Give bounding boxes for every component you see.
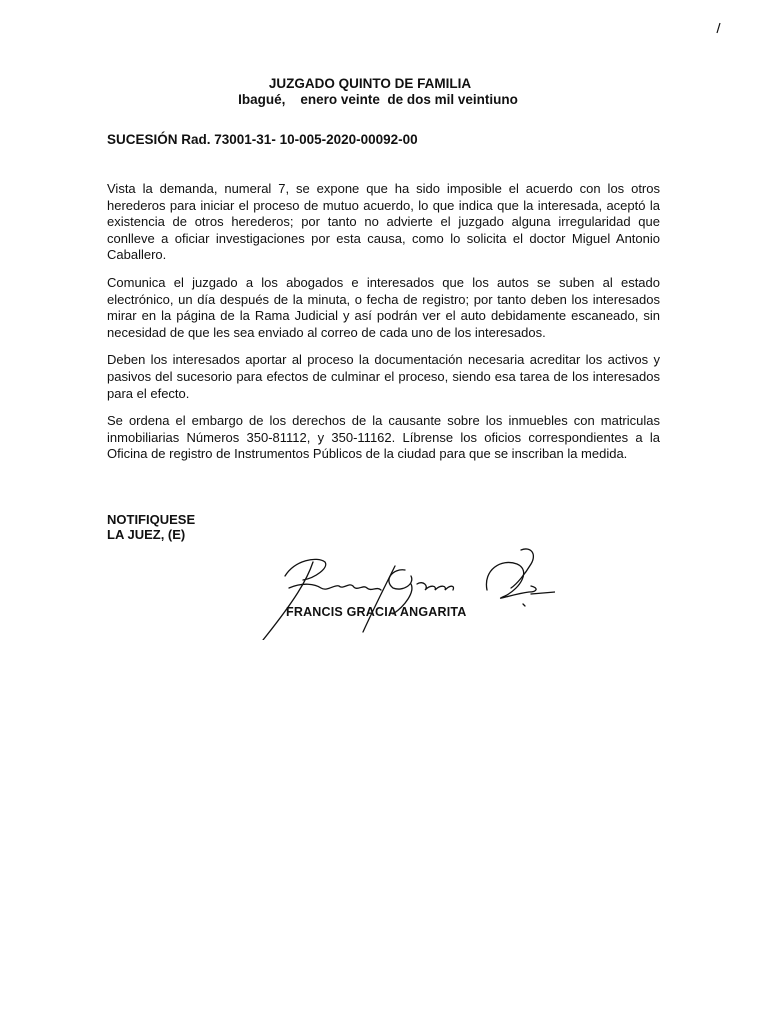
paragraph: Se ordena el embargo de los derechos de la causante sobre los inmuebles con matriculas inmobiliarias Números 350-81112, y 350-11162. Líbrense los oficios correspondientes a la Oficina de registro de Instrumentos Públicos de la ciudad para que se inscriban la medida. (107, 413, 660, 462)
closing-block (107, 512, 195, 542)
signature-icon (255, 540, 555, 640)
date-line: Ibagué, enero veinte de dos mil veintiuno (238, 92, 518, 107)
case-title: SUCESIÓN Rad. 73001-31- 10-005-2020-00092-00 (107, 132, 418, 147)
paragraph: Comunica el juzgado a los abogados e interesados que los autos se suben al estado electrónico, un día después de la minuta, o fecha de registro; por tanto deben los interesados mirar en la página de la Rama Judicial y así podrán ver el auto debidamente escaneado, sin necesidad de que les sea enviado al correo de cada uno de los interesados. (107, 274, 660, 340)
document-body (107, 181, 660, 474)
paragraph: Vista la demanda, numeral 7, se expone que ha sido imposible el acuerdo con los otros herederos para iniciar el proceso de mutuo acuerdo, lo que indica que la interesada, aceptó la existencia de otros herederos; por tanto no advierte el juzgado alguna irregularidad que conlleve a oficiar investigaciones por esta causa, como lo solicita el doctor Miguel Antonio Caballero. (107, 181, 660, 263)
notify-label: NOTIFIQUESE (107, 512, 196, 527)
signer-name: FRANCIS GRACIA ANGARITA (286, 605, 467, 619)
document-header (0, 76, 768, 108)
paragraph: Deben los interesados aportar al proceso la documentación necesaria acreditar los activos y pasivos del sucesorio para efectos de culminar el proceso, siendo esa tarea de los interesados para el efecto. (107, 352, 660, 401)
corner-mark-icon (714, 22, 724, 34)
judge-role: LA JUEZ, (E) (107, 527, 186, 542)
court-name: JUZGADO QUINTO DE FAMILIA (268, 76, 472, 91)
